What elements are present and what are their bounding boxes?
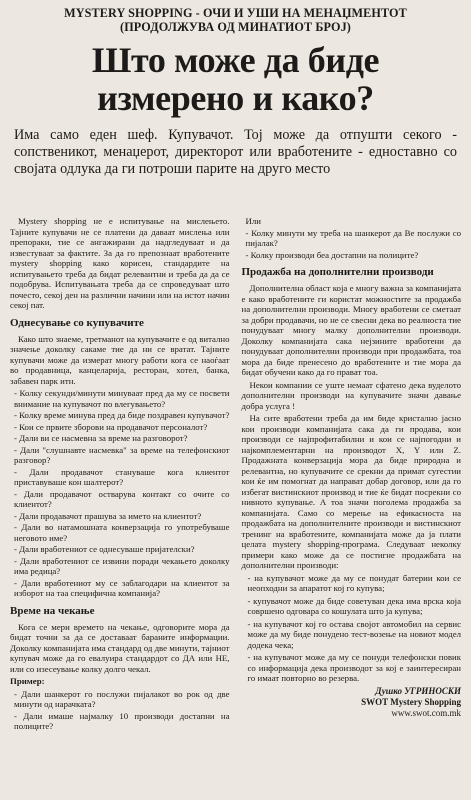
section-heading-customers: Однесување со купувачите [10, 316, 144, 329]
question-item: - Дали вработениот му се заблагодари на клиентот за изборот на таа специфична компанија? [14, 577, 230, 598]
article-body [10, 216, 461, 776]
example-item: - Колку производи беа достапни на полиците? [245, 249, 419, 260]
kicker [8, 6, 463, 34]
example-item: - Колку минути му треба на шанкерот да Ве послужи со пијалак? [245, 227, 461, 248]
question-item: - Дали "слушнавте насмевка" за време на телефонскиот разговор? [14, 444, 230, 465]
intro-paragraph: Mystery shopping не е испитување на мислењето. Тајните купувачи не се платени да даваат мислења или препораки, тие се ангажирани да надгледуваат и да известуваат за фактите. За да го препознаат вработените mystery shopping како корисен, стандардите на испитувањето треба да бидат релевантни и треба да да се подобрува. Испитувањата треба да се спроведуваат што почесто, секој ден на различни начини или на истот начин секој пат. [10, 216, 230, 310]
author-name: Душко УГРИНОСКИ [375, 685, 461, 696]
question-item: - Кои се првите зборови на продавачот персоналот? [14, 421, 208, 432]
question-item: - Колку време минува пред да биде поздравен купувачот? [14, 410, 230, 420]
question-item: - Дали ви се насмевна за време на разговорот? [14, 433, 188, 443]
body-paragraph: Кога се мери времето на чекање, одговорите мора да бидат точни за да се доставаат бараните информации. Доколку компанијата има стандард од две минути, тајниот купувач може да го евалуира стандардот со ДА или НЕ, или со изесеување колку долго чекал. [10, 621, 230, 674]
question-item: - Дали продавачот стануваше кога клиентот приставуваше кон шалтерот? [14, 466, 230, 487]
upsell-examples-list [242, 573, 462, 684]
or-label: Или [245, 216, 261, 226]
section-heading-waiting: Време на чекање [10, 604, 95, 617]
kicker-line-2: (ПРОДОЛЖУВА ОД МИНАТИОТ БРОЈ) [120, 20, 351, 34]
list-item: - купувачот може да биде советуван дека има врска која совршено одговара со кошулата што ја купува; [248, 596, 462, 617]
lead-paragraph: Има само еден шеф. Купувачот. Тој може да отпушти секого - сопственикот, менаџерот, директорот или вработените - едноставно со својата одлука да ги потроши парите на друго место [14, 127, 457, 177]
left-column [10, 216, 230, 776]
question-item: - Дали во натамошната конверзација го употребуваше неговото име? [14, 522, 230, 543]
example-label: Пример: [10, 676, 45, 686]
kicker-line-1: MYSTERY SHOPPING - ОЧИ И УШИ НА МЕНАЏМЕНТОТ [64, 6, 407, 20]
question-item: - Дали вработениот се извини поради чекањето доколку има редица? [14, 555, 230, 576]
example-item: - Дали имаше најмалку 10 производи достапни на полиците? [14, 710, 230, 731]
body-paragraph: На сите вработени треба да им биде кристално јасно кои производи компанијата сака да ги продава, кои производи се најпрофитабилни и кои се најпогодни и најкомплементарни на производот X, Y или Z. Продажната конверзација мора да биде природна и релевантна, но купувачите се срекни да примат сугестии кои ќе им помогнат да направат добар договор, или да го избегат вистинскиот производ и тие ќе бидат посрекни со нивното купување. А тоа значи поголема продажба за компанијата. Само со мерење на ефикасноста на продажбата на дополнителните производи и вистинскиот тренинг на вработените, компанијата може да ја плати целата mystery shopping-програма. Следуваат неколку примери како може да се постигне продажбата на дополнителни производи: [241, 413, 461, 570]
body-paragraph: Дополнителна област која е многу важна за компанијата е како вработените ги користат можностите за продажба на дополнителни производи. Многу вработени се сметаат за добри продавачи, но не се свесни дека во реалноста тие понудуваат многу малку дополнителни производи. Доколку компанијата сака нејзините вработени да понудуваат дополнителни производи при продажбата, тоа мора да биде пренесено до вработените и тие мора да бидат обучени како да го прават тоа. [241, 283, 461, 377]
author-org: SWOT Mystery Shopping [361, 696, 461, 707]
list-item: - на купувачот кој го остава својот автомобил на сервис може да му биде понудено тест-возење на новиот модел додека чека; [248, 619, 462, 651]
body-paragraph: Како што знаеме, третманот на купувачите е од витално значење доколку сакаме тие да ни се вратат. Тајните купувачи може да измерат многу работи кога се наоѓаат во продавница, канцеларија, ресторан, хотел, банка, забавен парк итн. [10, 333, 230, 386]
list-item: - на купувачот може да му се понуди телефонски повик со информација дека производот за кој е заинтересиран го имаат повторно во резерва. [248, 652, 462, 684]
headline [8, 41, 463, 117]
question-item: - Дали продавачот прашува за името на клиентот? [14, 510, 202, 521]
body-paragraph: Некои компании се уште немаат сфатено дека вуделото дополнителни производи на купувачите значи давање добра услуга ! [241, 379, 461, 411]
question-item: - Дали продавачот остварува контакт со очите со клиентот? [14, 488, 230, 509]
right-column [242, 216, 462, 776]
example-item: - Дали шанкерот го послужи пијалакот во рок од две минути од нарачката? [14, 688, 230, 709]
headline-line-1: Што може да биде [91, 40, 380, 80]
signature [242, 686, 462, 719]
question-item: - Колку секунди/минути минуваат пред да му се посвети внимание на купувачот по влегувањето? [14, 388, 230, 409]
author-url: www.swot.com.mk [391, 707, 461, 718]
list-item: - на купувачот може да му се понудат батерии кои се неопходни за апаратот кој го купува; [248, 573, 462, 594]
section-heading-upselling: Продажба на дополнителни производи [241, 266, 434, 278]
headline-line-2: измерено и како? [97, 78, 374, 118]
question-item: - Дали вработениот се однесуваше пријателски? [14, 544, 195, 554]
